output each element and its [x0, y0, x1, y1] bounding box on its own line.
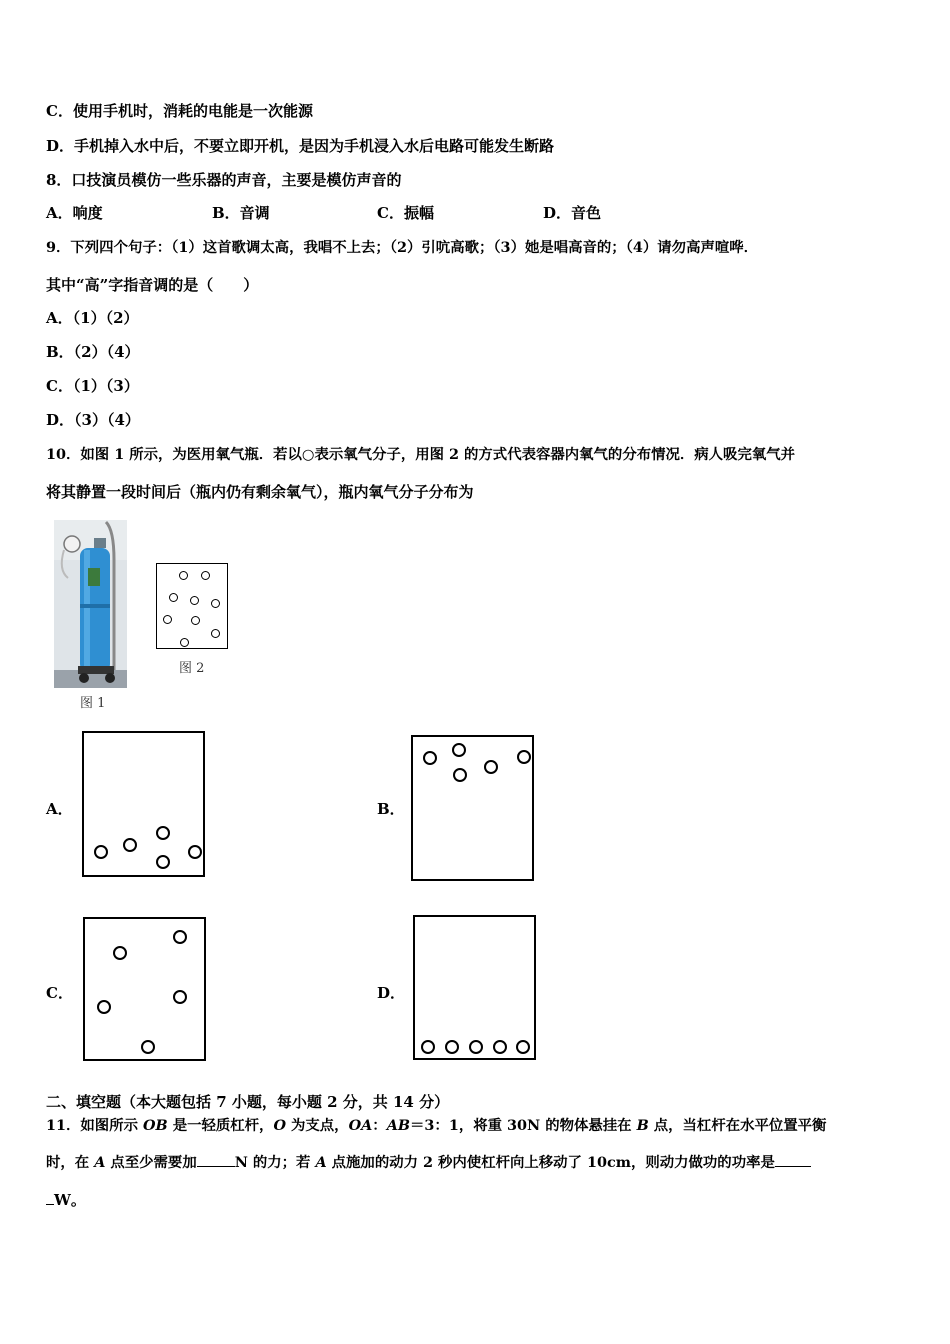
- oxygen-molecule: [211, 599, 220, 608]
- oxygen-molecule: [423, 751, 437, 765]
- oxygen-molecule: [445, 1040, 459, 1054]
- oxygen-molecule: [517, 750, 531, 764]
- oxygen-molecule: [453, 768, 467, 782]
- q10-option-c-container: [83, 917, 206, 1061]
- q8-option-d: D．音色: [543, 204, 602, 222]
- oxygen-molecule: [452, 743, 466, 757]
- figure-1-caption: 图 1: [80, 696, 106, 711]
- oxygen-molecule: [97, 1000, 111, 1014]
- oxygen-molecule: [169, 593, 178, 602]
- q10-stem-line2: 将其静置一段时间后（瓶内仍有剩余氧气），瓶内氧气分子分布为: [46, 483, 474, 501]
- q8-stem: 8．口技演员模仿一些乐器的声音，主要是模仿声音的: [46, 171, 402, 189]
- oxygen-molecule: [421, 1040, 435, 1054]
- answer-blank-power[interactable]: [775, 1166, 811, 1167]
- q11-line3: W。: [46, 1190, 86, 1210]
- answer-blank-force[interactable]: [197, 1166, 235, 1167]
- oxygen-molecule: [190, 596, 199, 605]
- oxygen-molecule: [484, 760, 498, 774]
- q9-stem-line2: 其中“高”字指音调的是（ ）: [46, 276, 259, 294]
- oxygen-molecule: [179, 571, 188, 580]
- oxygen-molecule: [123, 838, 137, 852]
- q8-option-b: B．音调: [212, 204, 270, 222]
- q8-option-c: C．振幅: [377, 204, 434, 222]
- q9-option-b: B．（2）（4）: [46, 343, 140, 361]
- answer-blank-power-cont[interactable]: [46, 1204, 54, 1205]
- q10-option-b-label: B．: [377, 800, 405, 818]
- oxygen-molecule: [493, 1040, 507, 1054]
- oxygen-molecule: [163, 615, 172, 624]
- q9-option-d: D．（3）（4）: [46, 411, 140, 429]
- oxygen-molecule: [191, 616, 200, 625]
- q7-option-d: D．手机掉入水中后，不要立即开机，是因为手机浸入水后电路可能发生断路: [46, 137, 555, 155]
- q10-option-b-container: [411, 735, 534, 881]
- oxygen-molecule: [113, 946, 127, 960]
- oxygen-molecule: [156, 826, 170, 840]
- oxygen-cylinder-photo: [54, 520, 127, 688]
- section-2-heading: 二、填空题（本大题包括 7 小题，每小题 2 分，共 14 分）: [46, 1093, 450, 1111]
- oxygen-molecule: [469, 1040, 483, 1054]
- q10-option-d-label: D．: [377, 984, 406, 1002]
- oxygen-molecule: [211, 629, 220, 638]
- oxygen-molecule: [201, 571, 210, 580]
- oxygen-molecule: [180, 638, 189, 647]
- q9-stem-line1: 9．下列四个句子：（1）这首歌调太高，我唱不上去；（2）引吭高歌；（3）她是唱高音的；（4）请勿高声喧哗．: [46, 239, 759, 256]
- figure-2-container: [156, 563, 228, 649]
- oxygen-molecule: [516, 1040, 530, 1054]
- q11-line2: 时，在 A 点至少需要加 N 的力；若 A 点施加的动力 2 秒内使杠杆向上移动了 10cm，则动力做功的功率是: [46, 1153, 811, 1173]
- oxygen-molecule: [141, 1040, 155, 1054]
- oxygen-molecule: [156, 855, 170, 869]
- q8-option-a: A．响度: [46, 204, 103, 222]
- oxygen-molecule: [173, 990, 187, 1004]
- q10-option-a-label: A．: [46, 800, 73, 818]
- q10-option-c-label: C．: [46, 984, 73, 1002]
- q10-option-d-container: [413, 915, 536, 1060]
- q11-line1: 11．如图所示 OB 是一轻质杠杆，O 为支点，OA：AB＝3：1，将重 30N 的物体悬挂在 B 点，当杠杆在水平位置平衡: [46, 1117, 827, 1134]
- oxygen-molecule: [173, 930, 187, 944]
- q7-option-c: C．使用手机时，消耗的电能是一次能源: [46, 102, 313, 120]
- q9-option-c: C．（1）（3）: [46, 377, 139, 395]
- q10-option-a-container: [82, 731, 205, 877]
- oxygen-molecule: [188, 845, 202, 859]
- oxygen-molecule: [94, 845, 108, 859]
- q9-option-a: A．（1）（2）: [46, 309, 139, 327]
- figure-2-caption: 图 2: [179, 661, 205, 676]
- q10-stem-line1: 10．如图 1 所示，为医用氧气瓶．若以○表示氧气分子，用图 2 的方式代表容器内氧气的分布情况．病人吸完氧气并: [46, 446, 796, 463]
